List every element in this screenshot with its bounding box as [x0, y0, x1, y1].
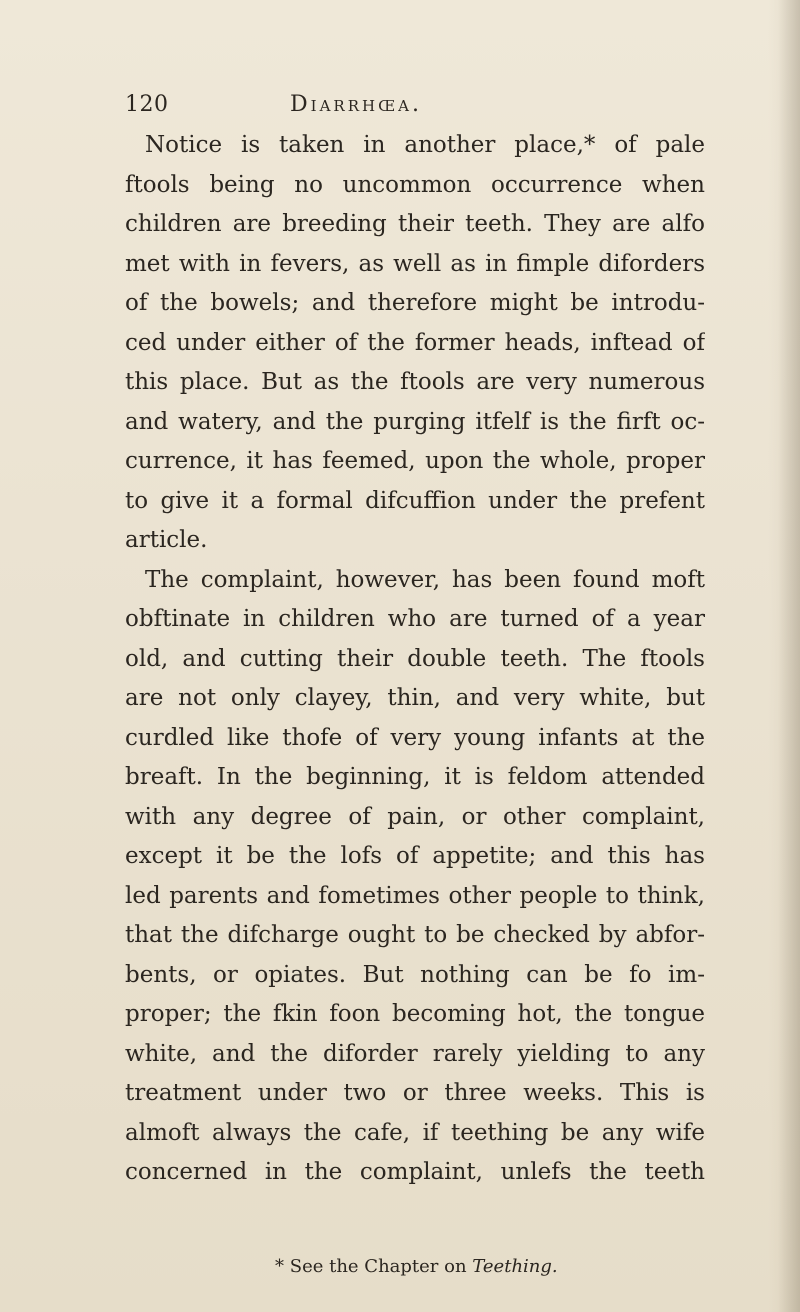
- text-line-14: old, and cutting their double teeth. The ftools: [125, 645, 705, 672]
- text-line-26: almoft always the cafe, if teething be any wife: [125, 1119, 705, 1146]
- text-line-25: treatment under two or three weeks. This is: [125, 1080, 705, 1106]
- footnote-marker: *: [275, 1256, 284, 1277]
- text-line-6: ced under either of the former heads, inftead of: [125, 329, 705, 356]
- text-line-19: except it be the lofs of appetite; and this has: [125, 843, 705, 869]
- text-line-1: Notice is taken in another place,* of pale: [145, 132, 705, 158]
- running-title: Diarrhœa.: [290, 92, 422, 117]
- body-text: [125, 126, 705, 1193]
- page-edge-shadow: [778, 0, 800, 1312]
- text-line-18: with any degree of pain, or other complaint,: [125, 803, 705, 830]
- text-line-23: proper; the fkin foon becoming hot, the tongue: [125, 1001, 705, 1027]
- text-line-10: to give it a formal difcuffion under the prefent: [125, 487, 705, 514]
- text-line-8: and watery, and the purging itfelf is the firft oc-: [125, 408, 705, 435]
- text-line-13: obftinate in children who are turned of a year: [125, 606, 705, 632]
- text-line-22: bents, or opiates. But nothing can be fo im-: [125, 961, 705, 988]
- text-line-3: children are breeding their teeth. They are alfo: [125, 211, 705, 237]
- page-number: 120: [125, 92, 169, 117]
- footnote: [275, 1256, 558, 1277]
- text-line-7: this place. But as the ftools are very numerous: [125, 369, 705, 395]
- page-header: [125, 92, 685, 124]
- text-line-16: curdled like thofe of very young infants at the: [125, 724, 705, 751]
- text-line-27: concerned in the complaint, unlefs the teeth: [125, 1159, 705, 1185]
- footnote-text: See the Chapter on: [289, 1256, 467, 1277]
- text-line-11: article.: [125, 527, 208, 553]
- text-line-2: ftools being no uncommon occurrence when: [125, 171, 705, 198]
- text-line-24: white, and the diforder rarely yielding to any: [125, 1040, 705, 1067]
- text-line-20: led parents and fometimes other people to think,: [125, 882, 705, 909]
- text-line-17: breaft. In the beginning, it is feldom attended: [125, 764, 705, 790]
- text-line-5: of the bowels; and therefore might be introdu-: [125, 290, 705, 316]
- text-line-9: currence, it has feemed, upon the whole, proper: [125, 448, 705, 474]
- footnote-italic-text: Teething.: [472, 1256, 558, 1277]
- text-line-12: The complaint, however, has been found moft: [145, 566, 705, 593]
- text-line-21: that the difcharge ought to be checked by abfor-: [125, 922, 705, 948]
- text-line-4: met with in fevers, as well as in fimple diforders: [125, 250, 705, 277]
- text-line-15: are not only clayey, thin, and very white, but: [125, 685, 705, 711]
